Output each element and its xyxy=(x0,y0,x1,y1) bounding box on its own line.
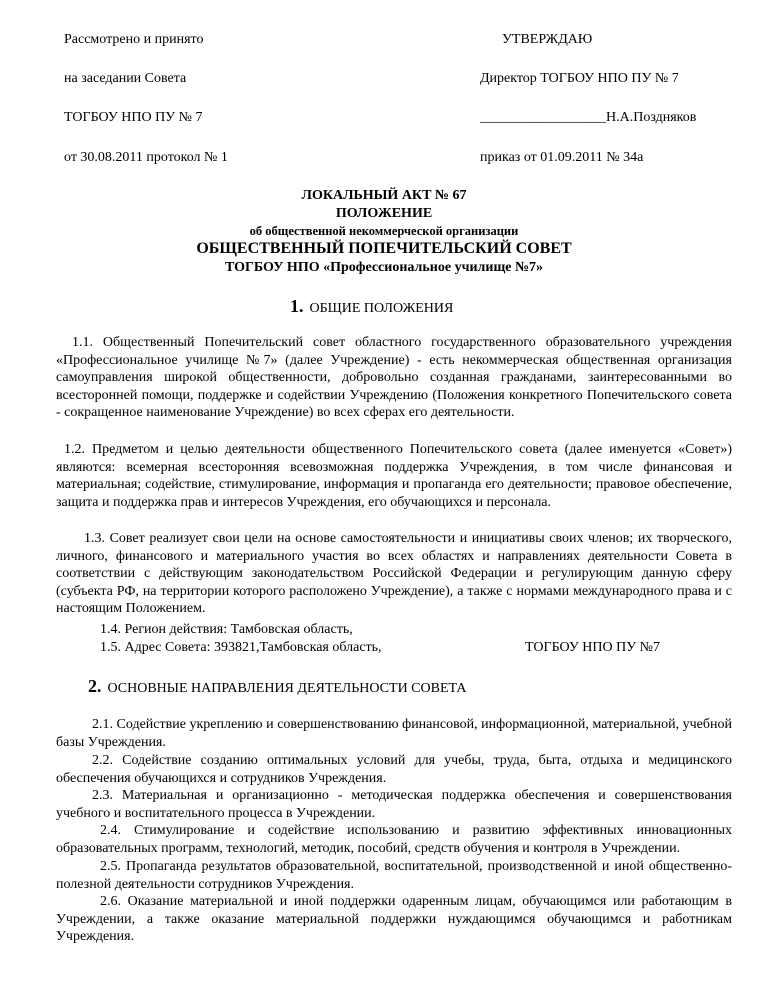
paragraph-1-2-text: 1.2. Предметом и целью деятельности общественного Попечительского совета (далее именуется «Совет») являются: всемерная всесторонняя всевозможная поддержка Учреждения, в том числе финансовая и материальная; содействие, стимулирование, информация и пропаганда его деятельности; правовое обеспечение, защита и поддержка прав и интересов Учреждения, его обучающихся и персонала. xyxy=(56,442,732,510)
section-2-title: ОСНОВНЫЕ НАПРАВЛЕНИЯ ДЕЯТЕЛЬНОСТИ СОВЕТА xyxy=(107,681,467,696)
paragraph-1-3 xyxy=(56,530,732,618)
paragraph-2-1-text: 2.1. Содействие укреплению и совершенствованию финансовой, информационной, материальной, учебной базы Учреждения. xyxy=(56,717,732,750)
paragraph-1-3-text: 1.3. Совет реализует свои цели на основе самостоятельности и инициативы своих членов; их творческого, личного, финансового и материального участия во всех областях и направлениях деятельности Совета в соответствии с действующим законодательством Российской Федерации и регулирующим данную сферу (субъекта РФ, на территории которого расположено Учреждение), а также с нормами международного права и с настоящим Положением. xyxy=(56,531,732,617)
paragraph-2-1 xyxy=(56,716,732,751)
paragraph-1-2 xyxy=(56,441,732,511)
title-subtitle: об общественной некоммерческой организации xyxy=(249,224,519,238)
header-right-director: Директор ТОГБОУ НПО ПУ № 7 xyxy=(480,71,679,86)
header-left-line-3: ТОГБОУ НПО ПУ № 7 xyxy=(64,110,203,125)
section-1-heading xyxy=(290,296,453,317)
paragraph-2-2-text: 2.2. Содействие созданию оптимальных условий для учебы, труда, быта, отдыха и медицинского обеспечения обучающихся и сотрудников Учреждения. xyxy=(56,753,732,786)
section-1-number: 1. xyxy=(290,296,304,316)
header-right-order: приказ от 01.09.2011 № 34а xyxy=(480,150,644,165)
paragraph-2-6-text: 2.6. Оказание материальной и иной поддержки одаренным лицам, обучающимся или работающим в Учреждении, а также оказание материальной поддержки нуждающимся обучающимся и работникам Учреждения. xyxy=(56,894,732,945)
paragraph-2-5-text: 2.5. Пропаганда результатов образовательной, воспитательной, производственной и иной общественно-полезной деятельности сотрудников Учреждения. xyxy=(56,859,732,892)
section-2-heading xyxy=(88,676,466,697)
title-institution: ТОГБОУ НПО «Профессиональное училище №7» xyxy=(224,260,544,275)
section-1-title: ОБЩИЕ ПОЛОЖЕНИЯ xyxy=(309,301,454,316)
paragraph-1-5-institution: ТОГБОУ НПО ПУ №7 xyxy=(525,640,660,655)
paragraph-2-3 xyxy=(56,787,732,822)
paragraph-2-6 xyxy=(56,893,732,946)
paragraph-2-4 xyxy=(56,822,732,857)
paragraph-2-2 xyxy=(56,752,732,787)
title-council: ОБЩЕСТВЕННЫЙ ПОПЕЧИТЕЛЬСКИЙ СОВЕТ xyxy=(196,240,572,257)
paragraph-2-3-text: 2.3. Материальная и организационно - методическая поддержка обеспечения и совершенствования учебного и воспитательного процесса в Учреждении. xyxy=(56,788,732,821)
paragraph-1-4: 1.4. Регион действия: Тамбовская область, xyxy=(100,622,353,637)
title-local-act: ЛОКАЛЬНЫЙ АКТ № 67 xyxy=(301,188,467,203)
header-left-line-2: на заседании Совета xyxy=(64,71,187,86)
header-right-approve: УТВЕРЖДАЮ xyxy=(502,32,593,47)
header-left-line-4: от 30.08.2011 протокол № 1 xyxy=(64,150,228,165)
header-left-line-1: Рассмотрено и принято xyxy=(64,32,204,47)
paragraph-2-4-text: 2.4. Стимулирование и содействие использованию и развитию эффективных инновационных образовательных программ, технологий, методик, пособий, средств обучения и контроля в Учреждении. xyxy=(56,823,732,856)
paragraph-1-5: 1.5. Адрес Совета: 393821,Тамбовская область, xyxy=(100,640,382,655)
section-2-number: 2. xyxy=(88,676,102,696)
paragraph-1-1-text: 1.1. Общественный Попечительский совет областного государственного образовательного учреждения «Профессиональное училище №7» (далее Учреждение) - есть некоммерческая общественная организация самоуправления широкой общественности, добровольно созданная гражданами, заинтересованными во всесторонней помощи, поддержке и содействии Учреждению (Положения конкретного Попечительского совета - сокращенное наименование Учреждение) во всех сферах его деятельности. xyxy=(56,335,732,421)
paragraph-1-1 xyxy=(56,334,732,422)
header-right-signature: __________________Н.А.Поздняков xyxy=(480,110,697,125)
title-regulation: ПОЛОЖЕНИЕ xyxy=(335,206,433,221)
paragraph-2-5 xyxy=(56,858,732,893)
